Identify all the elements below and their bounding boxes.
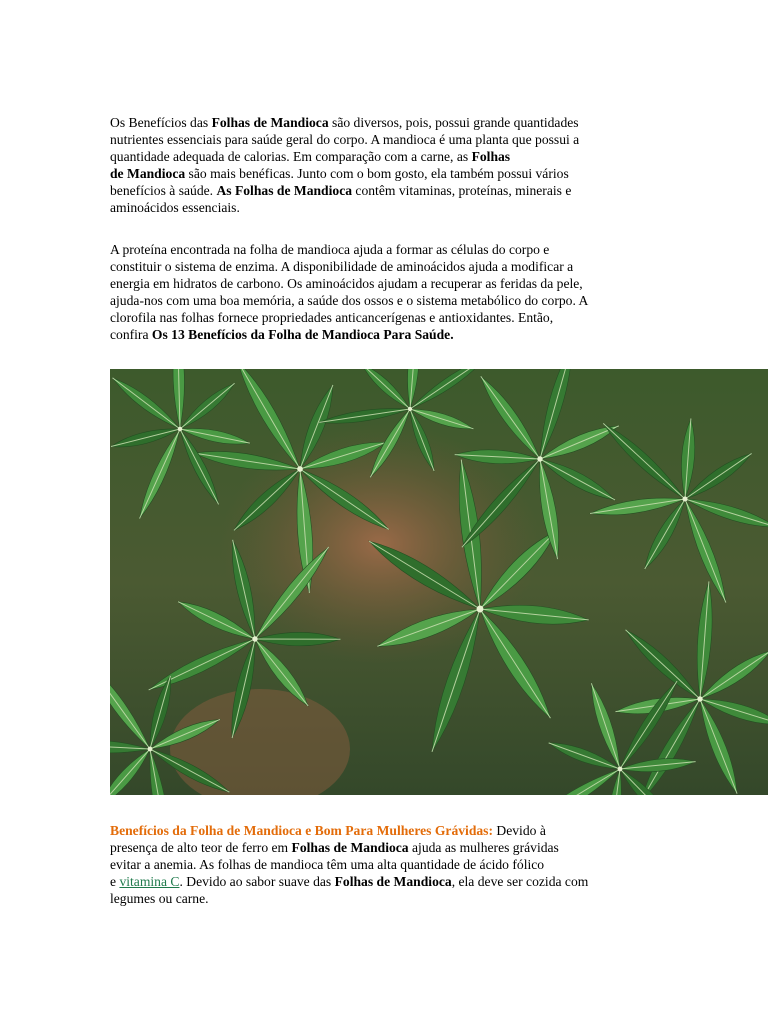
- text-run: clorofila nas folhas fornece propriedades anticancerígenas e antioxidantes. Então,: [110, 310, 554, 325]
- bold-text: As Folhas de Mandioca: [216, 183, 353, 198]
- cassava-leaves-photo: [110, 369, 768, 795]
- intro-paragraph: [110, 114, 670, 216]
- text-run: . Devido ao sabor suave das: [179, 874, 335, 889]
- text-run: ajuda as mulheres grávidas: [408, 840, 559, 855]
- text-run: Os Benefícios das: [110, 115, 212, 130]
- text-run: evitar a anemia. As folhas de mandioca têm uma alta quantidade de ácido fólico: [110, 857, 545, 872]
- bold-text: Folhas: [471, 149, 511, 164]
- text-run: quantidade adequada de calorias. Em comparação com a carne, as: [110, 149, 472, 164]
- protein-paragraph: [110, 241, 670, 343]
- text-run: , ela deve ser cozida com: [451, 874, 589, 889]
- text-run: contêm vitaminas, proteínas, minerais e: [352, 183, 572, 198]
- text-run: nutrientes essenciais para saúde geral do corpo. A mandioca é uma planta que possui a: [110, 132, 580, 147]
- text-run: e: [110, 874, 120, 889]
- text-run: benefícios à saúde.: [110, 183, 217, 198]
- bold-text: de Mandioca: [110, 166, 186, 181]
- text-run: A proteína encontrada na folha de mandioca ajuda a formar as células do corpo e: [110, 242, 550, 257]
- text-run: confira: [110, 327, 152, 342]
- bold-text: Folhas de Mandioca: [291, 840, 409, 855]
- text-run: são mais benéficas. Junto com o bom gosto, ela também possui vários: [185, 166, 569, 181]
- vitamin-c-link[interactable]: vitamina C: [119, 874, 180, 889]
- bold-text: Folhas de Mandioca: [211, 115, 329, 130]
- bold-text: Os 13 Benefícios da Folha de Mandioca Para Saúde.: [151, 327, 454, 342]
- text-run: constituir o sistema de enzima. A disponibilidade de aminoácidos ajuda a modificar a: [110, 259, 574, 274]
- text-run: presença de alto teor de ferro em: [110, 840, 292, 855]
- text-run: Devido à: [493, 823, 546, 838]
- text-run: ajuda-nos com uma boa memória, a saúde dos ossos e o sistema metabólico do corpo. A: [110, 293, 589, 308]
- text-run: aminoácidos essenciais.: [110, 200, 240, 215]
- bold-text: Folhas de Mandioca: [334, 874, 452, 889]
- text-run: energia em hidratos de carbono. Os aminoácidos ajudam a recuperar as feridas da pele,: [110, 276, 583, 291]
- pregnancy-paragraph: [110, 822, 670, 907]
- text-run: são diversos, pois, possui grande quantidades: [328, 115, 579, 130]
- section-heading: Benefícios da Folha de Mandioca e Bom Para Mulheres Grávidas:: [110, 823, 493, 838]
- text-run: legumes ou carne.: [110, 891, 209, 906]
